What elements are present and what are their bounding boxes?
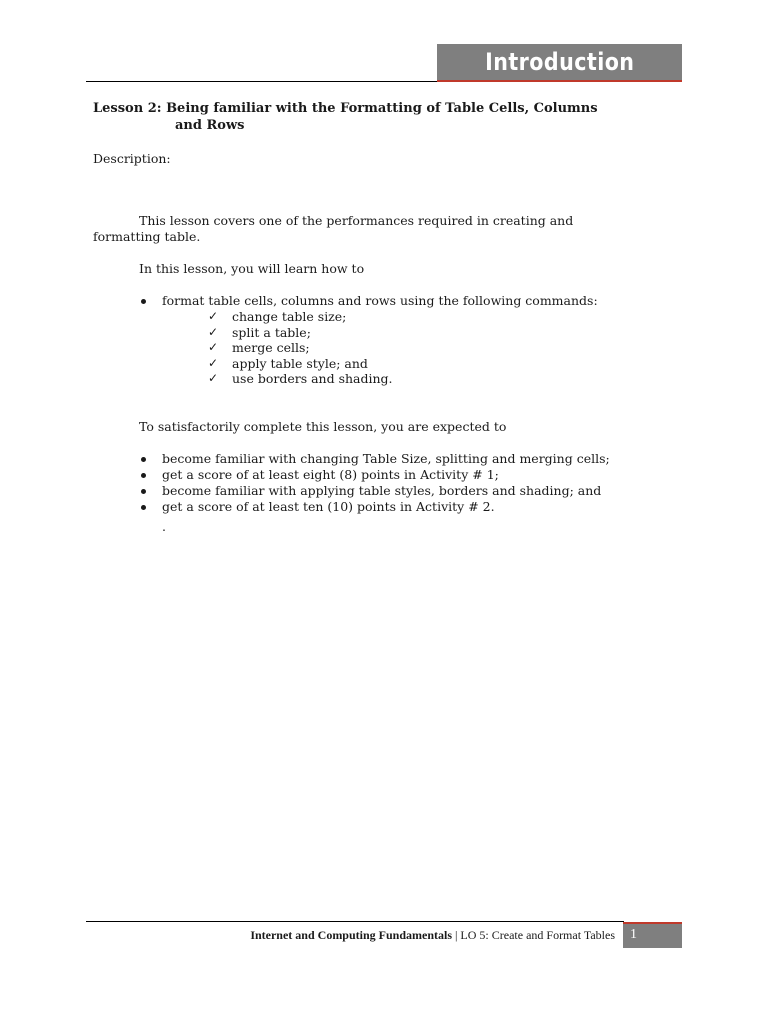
intro-paragraph-line1: This lesson covers one of the performances required in creating and <box>139 213 574 228</box>
list-item-text: split a table; <box>232 324 311 340</box>
list-item-text: get a score of at least ten (10) points in Activity # 2. <box>162 499 495 514</box>
list-item <box>208 325 393 341</box>
expected-bullet-list <box>139 451 610 515</box>
checkmark-icon: ✓ <box>208 324 219 339</box>
list-item-text: merge cells; <box>232 340 310 356</box>
footer-course: Internet and Computing Fundamentals <box>250 928 453 942</box>
intro-paragraph-line2: formatting table. <box>93 229 201 244</box>
bullet-icon <box>141 489 146 494</box>
list-item <box>139 293 598 309</box>
list-item <box>139 467 610 483</box>
bullet-icon <box>141 505 146 510</box>
bullet-icon <box>141 473 146 478</box>
list-item <box>139 451 610 467</box>
header-rule <box>86 81 438 82</box>
expected-intro: To satisfactorily complete this lesson, you are expected to <box>139 419 507 434</box>
checkmark-icon: ✓ <box>208 355 219 370</box>
footer-rule <box>86 921 624 922</box>
list-item <box>139 499 610 515</box>
lesson-title-line1: Lesson 2: Being familiar with the Formatting of Table Cells, Columns <box>93 101 598 116</box>
list-item-text: get a score of at least eight (8) points in Activity # 1; <box>162 467 499 482</box>
stray-period: . <box>162 519 166 534</box>
list-item <box>208 340 393 356</box>
page-number: 1 <box>623 922 682 948</box>
footer-caption <box>250 928 615 943</box>
list-item-text: format table cells, columns and rows using the following commands: <box>162 293 598 308</box>
lesson-title <box>93 100 673 134</box>
footer-separator: | <box>452 928 461 942</box>
header-banner <box>437 44 682 82</box>
bullet-icon <box>141 457 146 462</box>
list-item-text: become familiar with changing Table Size, splitting and merging cells; <box>162 451 610 466</box>
header-title: Introduction <box>484 48 635 76</box>
bullet-icon <box>141 299 146 304</box>
list-item-text: change table size; <box>232 309 347 324</box>
list-item <box>208 356 393 372</box>
list-item <box>208 371 393 387</box>
list-item-text: become familiar with applying table styles, borders and shading; and <box>162 483 602 498</box>
list-item <box>208 309 393 325</box>
learn-intro: In this lesson, you will learn how to <box>139 261 365 276</box>
list-item-text: apply table style; and <box>232 355 368 371</box>
description-label: Description: <box>93 151 171 166</box>
list-item <box>139 483 610 499</box>
learn-bullet-list <box>139 293 598 309</box>
lesson-title-line2: and Rows <box>175 118 245 133</box>
commands-checklist <box>208 309 393 387</box>
checkmark-icon: ✓ <box>208 340 219 355</box>
checkmark-icon: ✓ <box>208 309 219 323</box>
checkmark-icon: ✓ <box>208 371 219 386</box>
footer-module: LO 5: Create and Format Tables <box>460 928 615 942</box>
list-item-text: use borders and shading. <box>232 371 393 387</box>
